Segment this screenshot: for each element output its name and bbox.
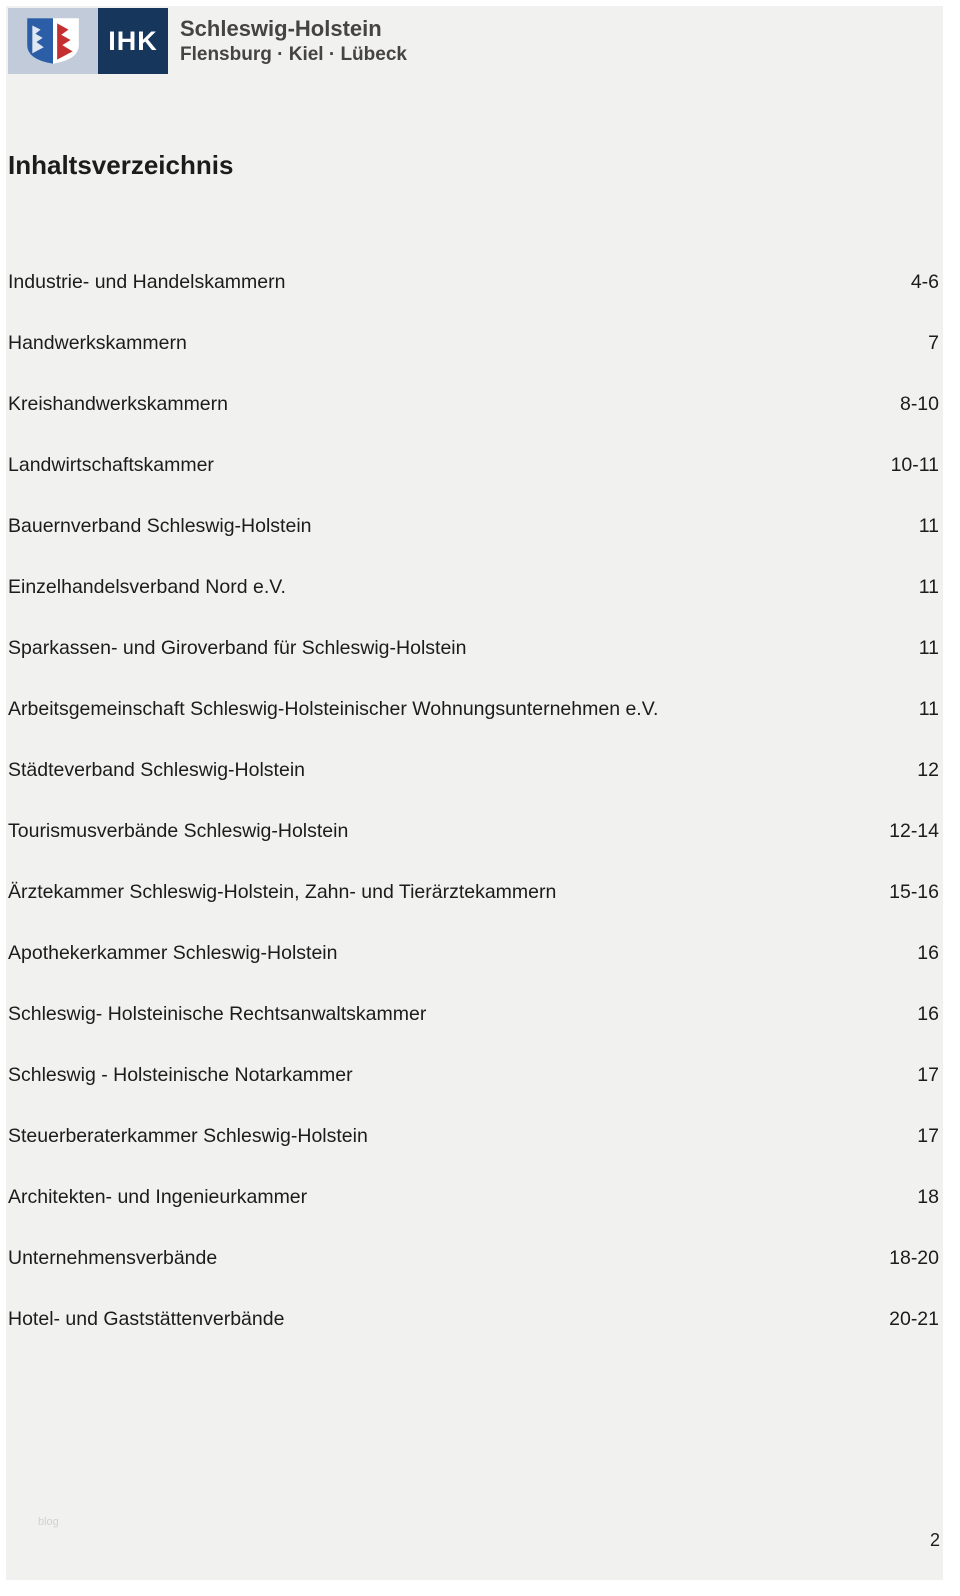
toc-entry-pages: 17 <box>917 1125 939 1147</box>
toc-entry <box>8 1228 939 1289</box>
toc-entry <box>8 435 939 496</box>
watermark-text: blog <box>38 1516 59 1528</box>
toc-entry-pages: 20-21 <box>889 1308 939 1330</box>
toc-entry-label: Sparkassen- und Giroverband für Schleswig-Holstein <box>8 637 467 659</box>
toc-entry-label: Architekten- und Ingenieurkammer <box>8 1186 308 1208</box>
logo-cities-label: Flensburg · Kiel · Lübeck <box>180 43 407 65</box>
toc-entry <box>8 862 939 923</box>
toc-entry-label: Landwirtschaftskammer <box>8 454 214 476</box>
toc-entry-label: Ärztekammer Schleswig-Holstein, Zahn- und Tierärztekammern <box>8 881 557 903</box>
toc-entry <box>8 618 939 679</box>
page-background <box>6 6 943 1580</box>
toc-entry <box>8 801 939 862</box>
toc-entry-label: Industrie- und Handelskammern <box>8 271 286 293</box>
toc-entry-label: Bauernverband Schleswig-Holstein <box>8 515 312 537</box>
toc-entry <box>8 984 939 1045</box>
toc-entry-label: Unternehmensverbände <box>8 1247 218 1269</box>
toc-entry-label: Kreishandwerkskammern <box>8 393 228 415</box>
toc-entry <box>8 923 939 984</box>
toc-entry-label: Hotel- und Gaststättenverbände <box>8 1308 285 1330</box>
toc-entry <box>8 313 939 374</box>
sh-coat-of-arms-icon <box>8 8 98 74</box>
toc-entry-label: Arbeitsgemeinschaft Schleswig-Holsteinischer Wohnungsunternehmen e.V. <box>8 698 659 720</box>
toc-entry-pages: 12 <box>917 759 939 781</box>
toc-entry-label: Steuerberaterkammer Schleswig-Holstein <box>8 1125 368 1147</box>
toc-entry-pages: 16 <box>917 942 939 964</box>
toc-entry-pages: 10-11 <box>890 454 939 476</box>
toc-entry-label: Apothekerkammer Schleswig-Holstein <box>8 942 338 964</box>
page-title: Inhaltsverzeichnis <box>8 150 234 180</box>
toc-entry <box>8 740 939 801</box>
toc-entry-pages: 4-6 <box>910 271 939 293</box>
toc-entry-pages: 11 <box>918 515 939 537</box>
toc-entry-pages: 17 <box>917 1064 939 1086</box>
toc-entry-label: Handwerkskammern <box>8 332 187 354</box>
ihk-wordmark: IHK <box>98 8 168 74</box>
toc-entry-pages: 18 <box>917 1186 939 1208</box>
toc-entry-label: Städteverband Schleswig-Holstein <box>8 759 305 781</box>
toc-entry <box>8 252 939 313</box>
toc-entry <box>8 1289 939 1350</box>
toc-entry-pages: 8-10 <box>899 393 939 415</box>
logo-region-label: Schleswig-Holstein <box>180 16 382 42</box>
toc-entry <box>8 496 939 557</box>
ihk-logo <box>8 8 407 74</box>
toc-entry-pages: 7 <box>928 332 939 354</box>
toc-entry-pages: 11 <box>918 576 939 598</box>
toc-entry <box>8 374 939 435</box>
toc-entry-label: Einzelhandelsverband Nord e.V. <box>8 576 286 598</box>
toc-entry-label: Schleswig- Holsteinische Rechtsanwaltskammer <box>8 1003 427 1025</box>
toc-entry-pages: 16 <box>917 1003 939 1025</box>
toc-entry-pages: 12-14 <box>889 820 939 842</box>
toc-entry-pages: 11 <box>918 698 939 720</box>
logo-text <box>180 16 407 65</box>
toc-entry-pages: 11 <box>918 637 939 659</box>
toc-entry <box>8 679 939 740</box>
toc-entry-pages: 18-20 <box>889 1247 939 1269</box>
toc-list <box>8 252 939 1350</box>
page-number: 2 <box>929 1530 940 1550</box>
toc-entry <box>8 1167 939 1228</box>
toc-entry-label: Schleswig - Holsteinische Notarkammer <box>8 1064 353 1086</box>
toc-entry-label: Tourismusverbände Schleswig-Holstein <box>8 820 349 842</box>
toc-entry <box>8 1106 939 1167</box>
toc-entry-pages: 15-16 <box>889 881 939 903</box>
toc-entry <box>8 557 939 618</box>
toc-entry <box>8 1045 939 1106</box>
